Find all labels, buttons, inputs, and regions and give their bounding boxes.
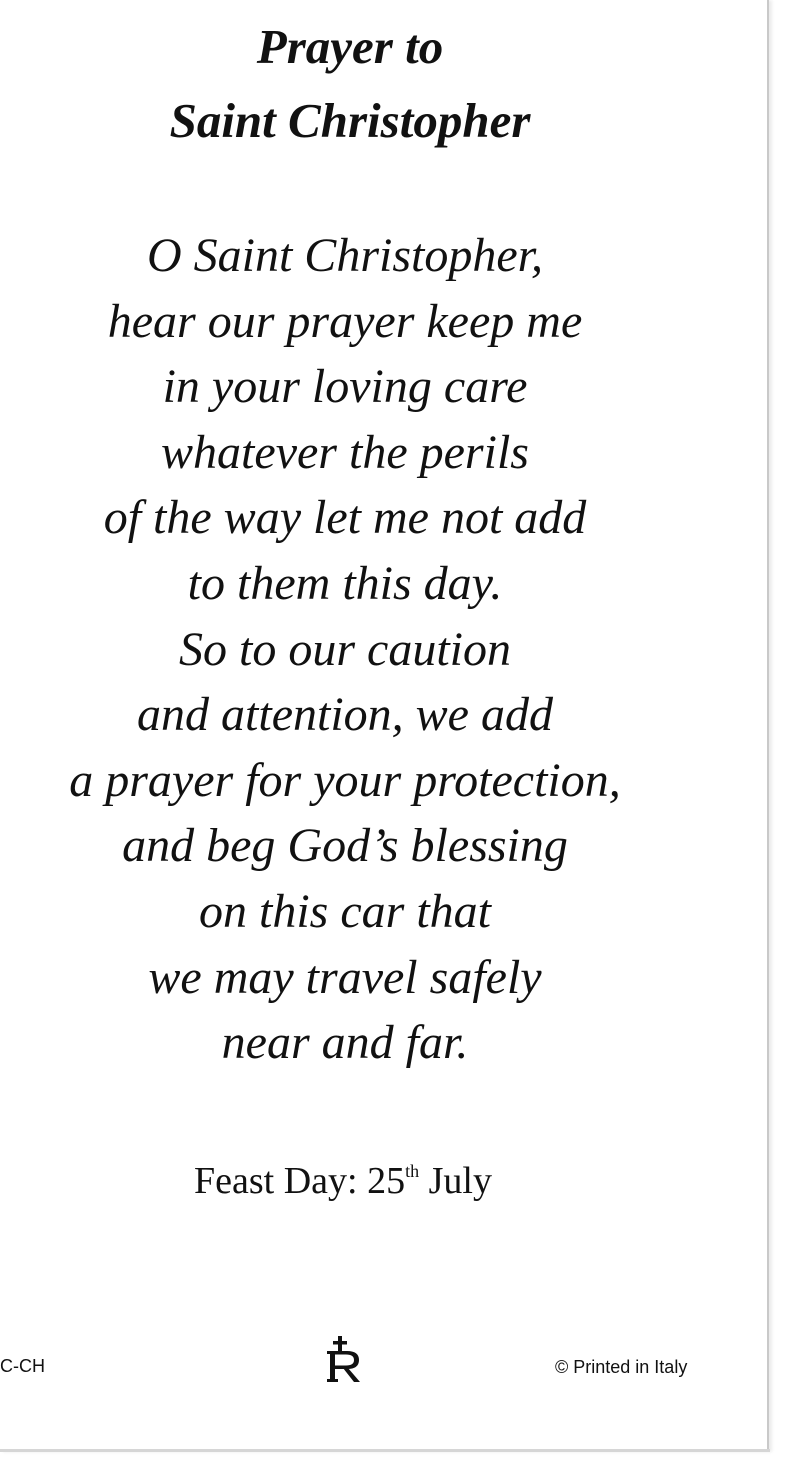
- prayer-line: and attention, we add: [137, 688, 553, 742]
- prayer-line: we may travel safely: [148, 950, 542, 1004]
- feast-day-label: Feast Day: 25: [194, 1160, 406, 1202]
- title-line-2: Saint Christopher: [169, 93, 531, 148]
- prayer-line: on this car that: [198, 884, 491, 938]
- prayer-line: whatever the perils: [161, 425, 529, 479]
- prayer-text: [0, 223, 690, 1076]
- feast-day-month: July: [419, 1160, 492, 1202]
- prayer-line: in your loving care: [162, 360, 528, 414]
- feast-day: [0, 1161, 686, 1203]
- product-code: C-CH: [0, 1356, 45, 1376]
- prayer-line: So to our caution: [179, 622, 511, 676]
- cross-r-publisher-mark-icon: [325, 1334, 365, 1384]
- page-edge: [0, 1449, 770, 1452]
- prayer-line: and beg God’s blessing: [122, 819, 568, 873]
- title-line-1: Prayer to: [256, 19, 444, 74]
- prayer-line: of the way let me not add: [103, 491, 587, 545]
- prayer-line: near and far.: [221, 1016, 469, 1070]
- prayer-line: O Saint Christopher,: [146, 229, 544, 282]
- feast-day-ordinal: th: [405, 1161, 420, 1181]
- prayer-line: hear our prayer keep me: [107, 294, 583, 348]
- printed-in-italy: © Printed in Italy: [555, 1357, 688, 1377]
- prayer-line: to them this day.: [187, 556, 503, 610]
- prayer-line: a prayer for your protection,: [69, 753, 621, 807]
